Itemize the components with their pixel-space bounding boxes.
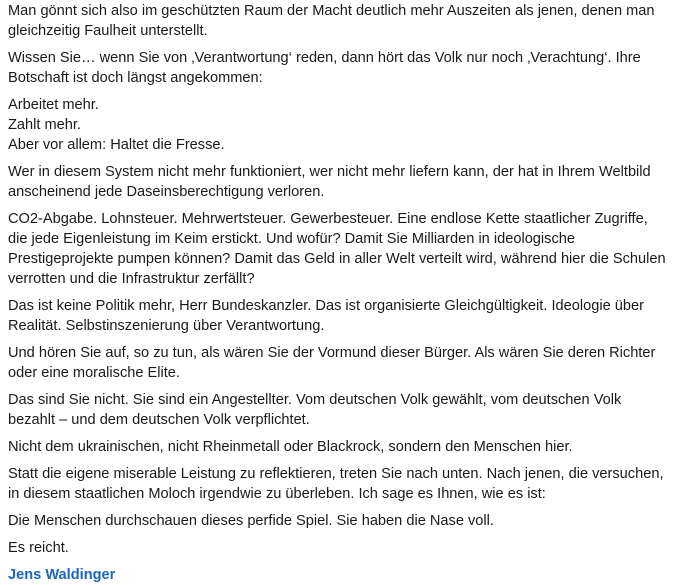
paragraph: Und hören Sie auf, so zu tun, als wären Sie der Vormund dieser Bürger. Als wären Sie deren Richter oder eine moralische Elite. [8,345,656,381]
author-link[interactable]: Jens Waldinger [8,567,116,583]
paragraph: Das ist keine Politik mehr, Herr Bundeskanzler. Das ist organisierte Gleichgültigkeit. Ideologie über Realität. Selbstinszenierung über Verantwortung. [8,298,644,334]
paragraph: Das sind Sie nicht. Sie sind ein Angestellter. Vom deutschen Volk gewählt, vom deutschen Volk bezahlt – und dem deutschen Volk verpflichtet. [8,392,622,428]
article-body [0,1,668,585]
list-line: Aber vor allem: Haltet die Fresse. [8,137,225,153]
paragraph: CO2-Abgabe. Lohnsteuer. Mehrwertsteuer. Gewerbesteuer. Eine endlose Kette staatlicher Zugriffe, die jede Eigenleistung im Keim erstickt. Und wofür? Damit Sie Milliarden in ideologische Prestigeprojekte pumpen können? Damit das Geld in aller Welt verteilt wird, während hier die Schulen verrotten und die Infrastruktur zerfällt? [8,211,666,287]
paragraph: Wer in diesem System nicht mehr funktioniert, wer nicht mehr liefern kann, der hat in Ihrem Weltbild anscheinend jede Daseinsberechtigung verloren. [8,164,651,200]
short-lines-block [8,95,668,155]
list-line: Arbeitet mehr. [8,97,99,113]
paragraph: Wissen Sie… wenn Sie von ‚Verantwortung‘ reden, dann hört das Volk nur noch ‚Verachtung‘. Ihre Botschaft ist doch längst angekommen: [8,50,641,86]
list-line: Zahlt mehr. [8,117,81,133]
paragraph: Die Menschen durchschauen dieses perfide Spiel. Sie haben die Nase voll. [8,513,494,529]
paragraph: Es reicht. [8,540,69,556]
paragraph: Nicht dem ukrainischen, nicht Rheinmetall oder Blackrock, sondern den Menschen hier. [8,439,573,455]
paragraph: Statt die eigene miserable Leistung zu reflektieren, treten Sie nach unten. Nach jenen, die versuchen, in diesem staatlichen Moloch irgendwie zu überleben. Ich sage es Ihnen, wie es ist: [8,466,664,502]
paragraph: Man gönnt sich also im geschützten Raum der Macht deutlich mehr Auszeiten als jenen, denen man gleichzeitig Faulheit unterstellt. [8,3,655,39]
